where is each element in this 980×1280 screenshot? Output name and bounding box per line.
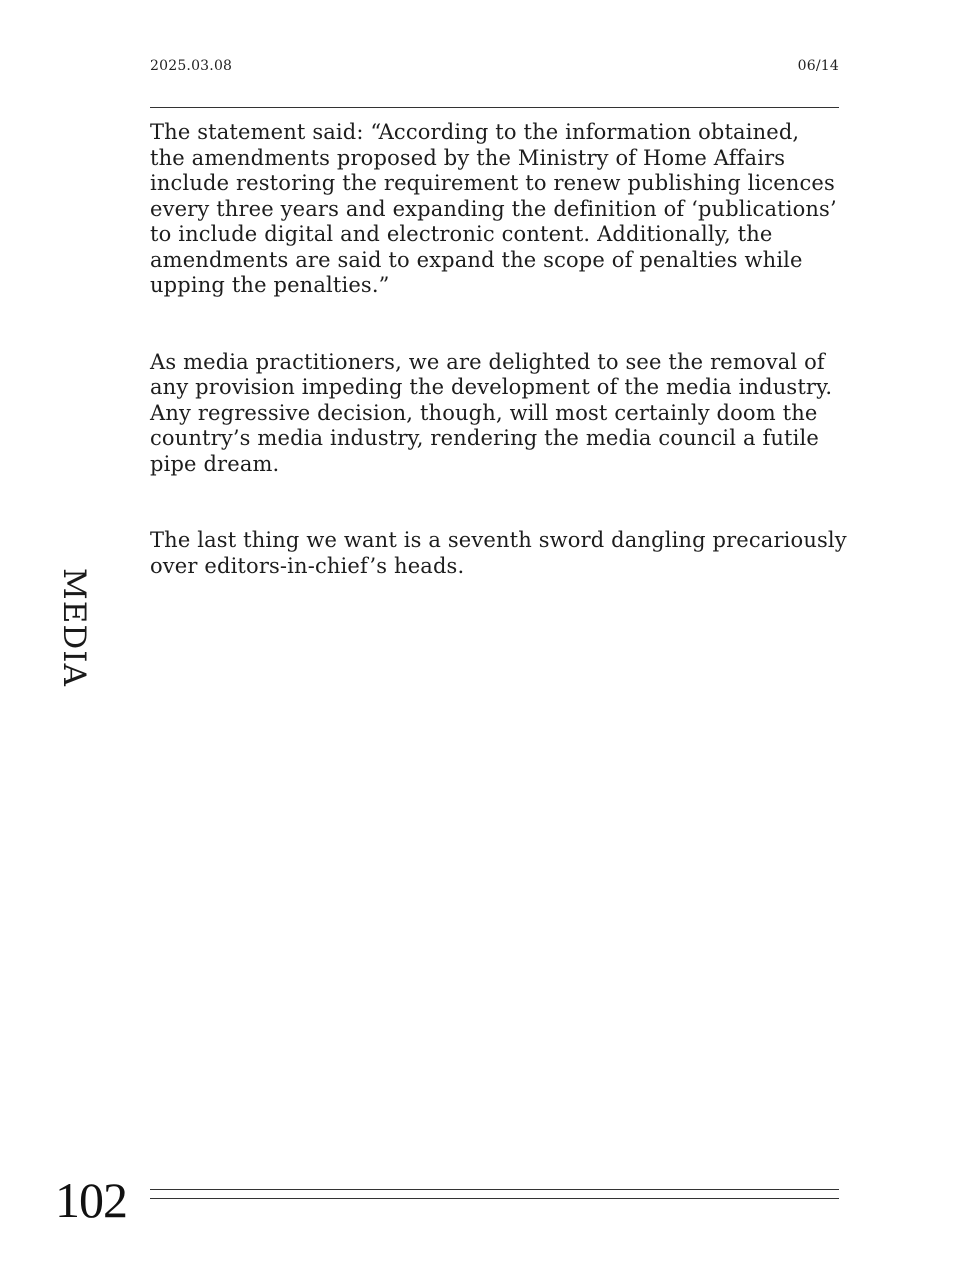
paragraph-2: As media practitioners, we are delighted to see the removal of any provision impeding the development of the media industry. Any regressive decision, though, will most certainly doom the country’s media industry, rendering the media council a futile pipe dream. xyxy=(150,349,833,476)
header-date: 2025.03.08 xyxy=(150,58,233,74)
header-page-indicator: 06/14 xyxy=(797,58,839,74)
footer-divider-top xyxy=(150,1189,839,1190)
paragraph-3: The last thing we want is a seventh sword dangling precariously over editors-in-chief’s heads. xyxy=(150,528,847,578)
page-number: 102 xyxy=(55,1172,127,1228)
header-divider xyxy=(150,107,839,108)
footer-divider-bottom xyxy=(150,1198,839,1199)
article-body xyxy=(150,120,850,630)
section-side-label: MEDIA xyxy=(56,568,92,687)
paragraph-1: The statement said: “According to the information obtained, the amendments proposed by the Ministry of Home Affairs include restoring the requirement to renew publishing licences every three years and expanding the definition of ‘publications’ to include digital and electronic content. Additionally, the amendments are said to expand the scope of penalties while upping the penalties.” xyxy=(150,120,837,297)
